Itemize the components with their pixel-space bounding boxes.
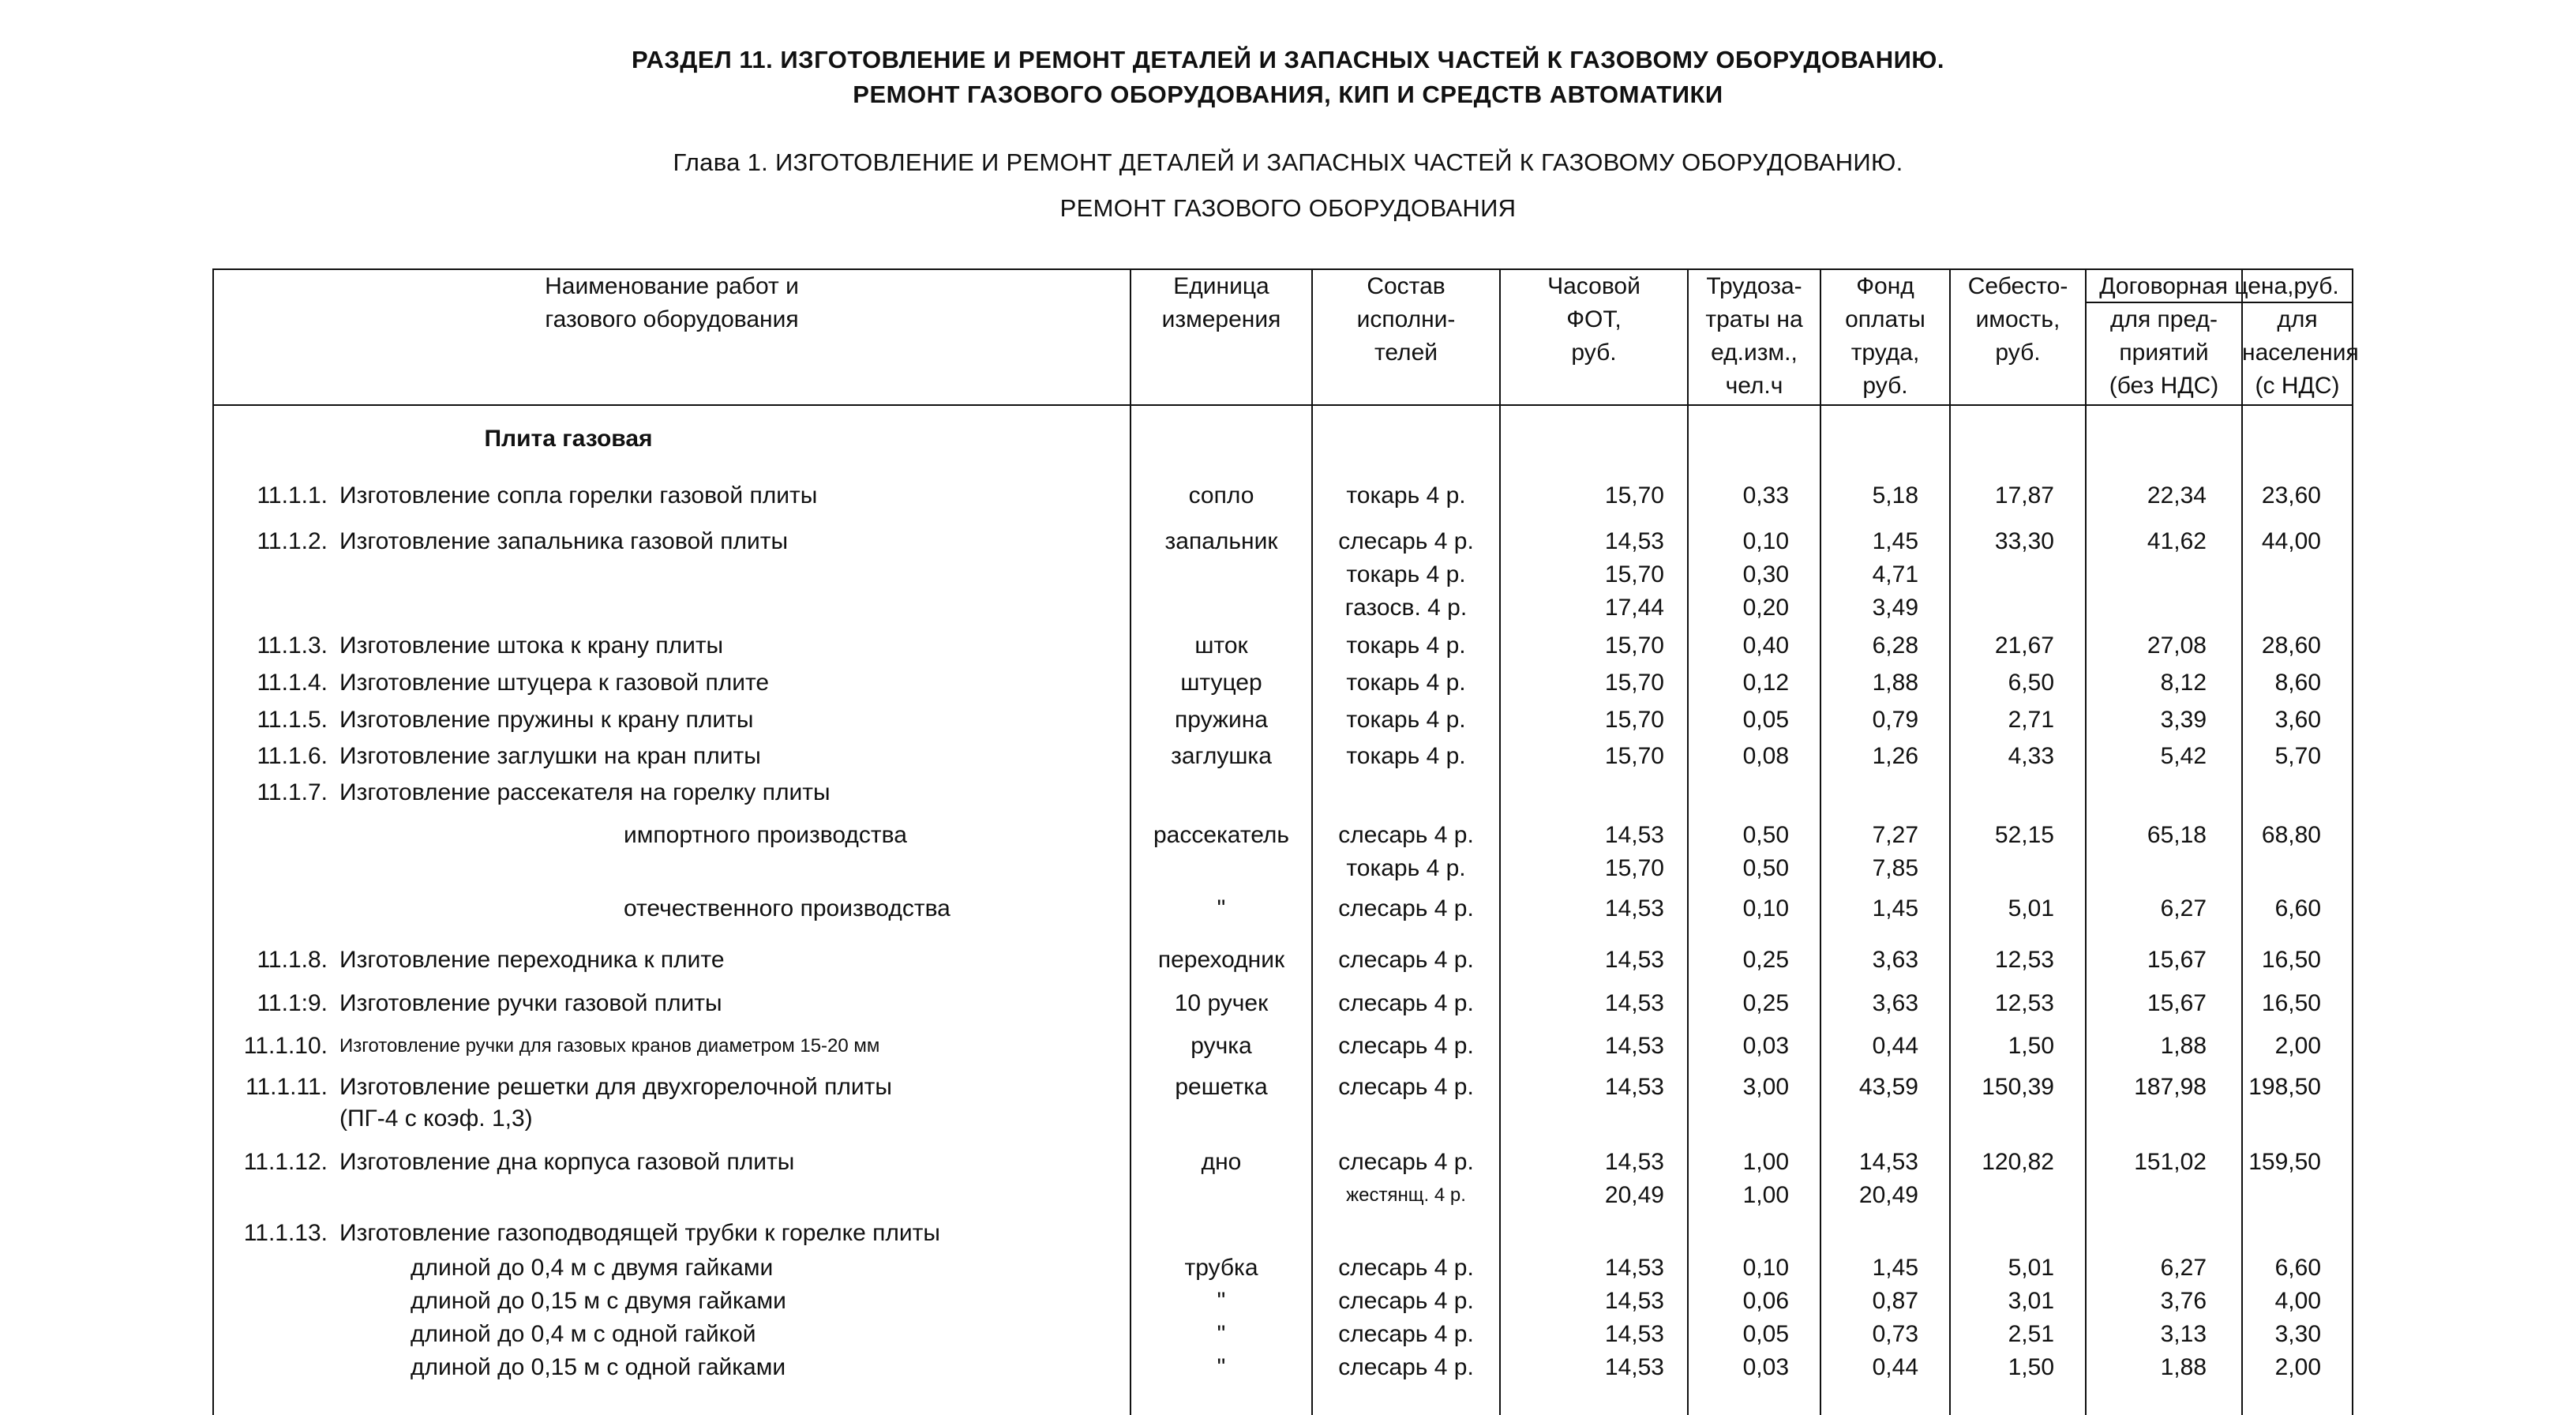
worker-staff: слесарь 4 р.	[1338, 1149, 1474, 1175]
header-cost: Себесто- имость, руб.	[1967, 273, 2068, 366]
worker-hourly-rate: 14,53	[1604, 822, 1664, 848]
row-code: 11.1.4.	[257, 670, 328, 696]
row-cost: 1,50	[2008, 1033, 2054, 1059]
row-price-population: 16,50	[2261, 947, 2321, 973]
worker-labor: 0,10	[1742, 1255, 1789, 1281]
row-name: Изготовление газоподводящей трубки к горелке плиты	[339, 1220, 940, 1246]
worker-hourly-rate: 15,70	[1604, 670, 1664, 696]
row-unit: рассекатель	[1153, 822, 1290, 848]
worker-fund: 3,63	[1872, 990, 1918, 1016]
row-price-population: 4,00	[2274, 1288, 2321, 1314]
row-name: Изготовление сопла горелки газовой плиты	[339, 482, 818, 509]
row-unit: штуцер	[1180, 670, 1262, 696]
row-price-population: 5,70	[2274, 743, 2321, 769]
worker-labor: 0,10	[1742, 895, 1789, 921]
row-unit: сопло	[1188, 482, 1254, 509]
worker-labor: 0,06	[1742, 1288, 1789, 1314]
row-price-enterprise: 3,39	[2160, 707, 2207, 733]
row-price-enterprise: 5,42	[2160, 743, 2207, 769]
row-name: Изготовление решетки для двухгорелочной плиты	[339, 1074, 892, 1100]
worker-fund: 1,45	[1872, 528, 1918, 554]
worker-hourly-rate: 17,44	[1604, 595, 1664, 621]
row-cost: 21,67	[1994, 632, 2054, 659]
worker-staff: токарь 4 р.	[1346, 855, 1466, 881]
row-unit: дно	[1201, 1149, 1242, 1175]
worker-staff: слесарь 4 р.	[1338, 1255, 1474, 1281]
row-unit: заглушка	[1171, 743, 1272, 769]
row-name: Изготовление штуцера к газовой плите	[339, 670, 770, 696]
row-code: 11.1.5.	[257, 707, 328, 733]
price-table	[213, 268, 2359, 1415]
row-price-population: 23,60	[2261, 482, 2321, 509]
worker-hourly-rate: 14,53	[1604, 1354, 1664, 1380]
row-price-enterprise: 1,88	[2160, 1354, 2207, 1380]
row-name: Изготовление переходника к плите	[339, 947, 725, 973]
worker-staff: слесарь 4 р.	[1338, 1033, 1474, 1059]
worker-hourly-rate: 14,53	[1604, 1074, 1664, 1100]
row-price-enterprise: 1,88	[2160, 1033, 2207, 1059]
row-code: 11.1:9.	[257, 990, 328, 1016]
worker-hourly-rate: 15,70	[1604, 707, 1664, 733]
row-name: импортного производства	[624, 822, 907, 848]
header-bottom-rule	[213, 404, 2353, 406]
row-price-population: 3,30	[2274, 1321, 2321, 1347]
worker-fund: 6,28	[1872, 632, 1918, 659]
row-price-population: 6,60	[2274, 895, 2321, 921]
worker-hourly-rate: 14,53	[1604, 990, 1664, 1016]
row-cost: 5,01	[2008, 1255, 2054, 1281]
row-code: 11.1.12.	[243, 1149, 328, 1175]
group-title: Плита газовая	[484, 426, 653, 452]
row-name: Изготовление ручки для газовых кранов диаметром 15-20 мм	[339, 1035, 880, 1057]
row-price-enterprise: 3,76	[2160, 1288, 2207, 1314]
header-staff: Состав исполни- телей	[1356, 273, 1456, 366]
worker-fund: 0,44	[1872, 1354, 1918, 1380]
worker-hourly-rate: 14,53	[1604, 1149, 1664, 1175]
worker-fund: 5,18	[1872, 482, 1918, 509]
worker-labor: 0,03	[1742, 1033, 1789, 1059]
section-title-line2: РЕМОНТ ГАЗОВОГО ОБОРУДОВАНИЯ, КИП И СРЕДСТВ АВТОМАТИКИ	[853, 81, 1723, 108]
header-name: Наименование работ и газового оборудования	[545, 273, 799, 332]
row-price-enterprise: 15,67	[2147, 990, 2207, 1016]
worker-labor: 3,00	[1742, 1074, 1789, 1100]
worker-fund: 1,26	[1872, 743, 1918, 769]
header-labor: Трудоза- траты на ед.изм., чел.ч	[1705, 273, 1803, 399]
worker-labor: 0,12	[1742, 670, 1789, 696]
row-cost: 5,01	[2008, 895, 2054, 921]
worker-hourly-rate: 15,70	[1604, 855, 1664, 881]
worker-hourly-rate: 14,53	[1604, 1288, 1664, 1314]
worker-labor: 0,03	[1742, 1354, 1789, 1380]
row-price-population: 28,60	[2261, 632, 2321, 659]
worker-fund: 14,53	[1858, 1149, 1918, 1175]
row-price-population: 16,50	[2261, 990, 2321, 1016]
row-price-population: 8,60	[2274, 670, 2321, 696]
row-cost: 52,15	[1994, 822, 2054, 848]
row-unit: запальник	[1164, 528, 1278, 554]
row-cost: 120,82	[1982, 1149, 2054, 1175]
worker-labor: 0,25	[1742, 947, 1789, 973]
row-code: 11.1.10.	[243, 1033, 328, 1059]
row-price-population: 3,60	[2274, 707, 2321, 733]
worker-staff: токарь 4 р.	[1346, 482, 1466, 509]
worker-labor: 0,40	[1742, 632, 1789, 659]
worker-hourly-rate: 14,53	[1604, 1321, 1664, 1347]
worker-labor: 0,30	[1742, 561, 1789, 587]
row-price-enterprise: 22,34	[2147, 482, 2207, 509]
row-cost: 1,50	[2008, 1354, 2054, 1380]
worker-hourly-rate: 15,70	[1604, 743, 1664, 769]
row-unit: переходник	[1157, 947, 1285, 973]
worker-staff: слесарь 4 р.	[1338, 822, 1474, 848]
row-price-enterprise: 27,08	[2147, 632, 2207, 659]
row-price-enterprise: 15,67	[2147, 947, 2207, 973]
worker-fund: 3,63	[1872, 947, 1918, 973]
worker-fund: 0,79	[1872, 707, 1918, 733]
row-unit: "	[1217, 1354, 1226, 1380]
row-code: 11.1.13.	[243, 1220, 328, 1246]
row-price-population: 159,50	[2248, 1149, 2321, 1175]
worker-fund: 1,88	[1872, 670, 1918, 696]
row-unit: пружина	[1174, 707, 1268, 733]
row-code: 11.1.3.	[257, 632, 328, 659]
worker-labor: 0,08	[1742, 743, 1789, 769]
worker-fund: 4,71	[1872, 561, 1918, 587]
worker-staff: токарь 4 р.	[1346, 707, 1466, 733]
worker-hourly-rate: 15,70	[1604, 632, 1664, 659]
header-fund: Фонд оплаты труда, руб.	[1845, 273, 1925, 399]
row-code: 11.1.8.	[257, 947, 328, 973]
worker-staff: слесарь 4 р.	[1338, 1288, 1474, 1314]
worker-hourly-rate: 14,53	[1604, 947, 1664, 973]
row-cost: 2,71	[2008, 707, 2054, 733]
worker-labor: 0,50	[1742, 822, 1789, 848]
header-unit: Единица измерения	[1161, 273, 1281, 332]
row-unit: решетка	[1175, 1074, 1268, 1100]
worker-staff: токарь 4 р.	[1346, 561, 1466, 587]
worker-fund: 7,27	[1872, 822, 1918, 848]
worker-hourly-rate: 14,53	[1604, 1033, 1664, 1059]
row-code: 11.1.2.	[257, 528, 328, 554]
row-price-enterprise: 8,12	[2160, 670, 2207, 696]
row-name: длиной до 0,4 м с двумя гайками	[411, 1255, 774, 1281]
row-cost: 12,53	[1994, 947, 2054, 973]
column-rule	[2352, 268, 2353, 1415]
worker-hourly-rate: 15,70	[1604, 561, 1664, 587]
row-price-population: 6,60	[2274, 1255, 2321, 1281]
row-name: Изготовление пружины к крану плиты	[339, 707, 754, 733]
worker-hourly-rate: 14,53	[1604, 1255, 1664, 1281]
worker-fund: 7,85	[1872, 855, 1918, 881]
header-price-enterprise: для пред- приятий (без НДС)	[2109, 306, 2219, 399]
row-code: 11.1.11.	[246, 1074, 328, 1100]
row-price-enterprise: 6,27	[2160, 1255, 2207, 1281]
row-price-enterprise: 6,27	[2160, 895, 2207, 921]
row-price-population: 2,00	[2274, 1033, 2321, 1059]
row-price-enterprise: 65,18	[2147, 822, 2207, 848]
row-unit: ручка	[1191, 1033, 1252, 1059]
row-price-enterprise: 151,02	[2134, 1149, 2207, 1175]
header-price-population: для населения (с НДС)	[2242, 306, 2359, 399]
worker-labor: 0,20	[1742, 595, 1789, 621]
worker-staff: слесарь 4 р.	[1338, 990, 1474, 1016]
worker-staff: слесарь 4 р.	[1338, 1321, 1474, 1347]
row-unit: "	[1217, 1321, 1226, 1347]
worker-hourly-rate: 14,53	[1604, 895, 1664, 921]
chapter-title-line2: РЕМОНТ ГАЗОВОГО ОБОРУДОВАНИЯ	[1059, 194, 1517, 222]
row-cost: 4,33	[2008, 743, 2054, 769]
worker-fund: 43,59	[1858, 1074, 1918, 1100]
worker-labor: 0,10	[1742, 528, 1789, 554]
worker-staff: токарь 4 р.	[1346, 632, 1466, 659]
header-hourly: Часовой ФОТ, руб.	[1547, 273, 1640, 366]
section-title-line1: РАЗДЕЛ 11. ИЗГОТОВЛЕНИЕ И РЕМОНТ ДЕТАЛЕЙ И ЗАПАСНЫХ ЧАСТЕЙ К ГАЗОВОМУ ОБОРУДОВАНИЮ.	[632, 46, 1944, 73]
worker-staff: жестянщ. 4 р.	[1346, 1184, 1466, 1206]
worker-labor: 0,05	[1742, 1321, 1789, 1347]
worker-fund: 0,87	[1872, 1288, 1918, 1314]
row-price-population: 198,50	[2248, 1074, 2321, 1100]
row-price-enterprise: 187,98	[2134, 1074, 2207, 1100]
row-unit: "	[1217, 895, 1226, 921]
row-name: отечественного производства	[624, 895, 951, 921]
worker-staff: слесарь 4 р.	[1338, 1354, 1474, 1380]
row-code: 11.1.1.	[257, 482, 328, 509]
row-price-enterprise: 41,62	[2147, 528, 2207, 554]
worker-labor: 0,05	[1742, 707, 1789, 733]
worker-fund: 20,49	[1858, 1182, 1918, 1208]
worker-staff: слесарь 4 р.	[1338, 528, 1474, 554]
row-code: 11.1.7.	[257, 779, 328, 805]
row-cost: 6,50	[2008, 670, 2054, 696]
row-name: Изготовление запальника газовой плиты	[339, 528, 789, 554]
row-cost: 2,51	[2008, 1321, 2054, 1347]
row-price-population: 44,00	[2261, 528, 2321, 554]
row-name: длиной до 0,4 м с одной гайкой	[411, 1321, 756, 1347]
worker-labor: 1,00	[1742, 1149, 1789, 1175]
row-name-continuation: (ПГ-4 с коэф. 1,3)	[339, 1105, 533, 1132]
row-unit: 10 ручек	[1174, 990, 1269, 1016]
row-unit: трубка	[1184, 1255, 1258, 1281]
row-price-population: 2,00	[2274, 1354, 2321, 1380]
worker-labor: 0,25	[1742, 990, 1789, 1016]
header-price-group: Договорная цена,руб.	[2099, 273, 2339, 299]
row-name: Изготовление заглушки на кран плиты	[339, 743, 761, 769]
row-name: длиной до 0,15 м с двумя гайками	[411, 1288, 786, 1314]
row-name: Изготовление ручки газовой плиты	[339, 990, 722, 1016]
worker-fund: 0,44	[1872, 1033, 1918, 1059]
worker-staff: слесарь 4 р.	[1338, 1074, 1474, 1100]
worker-labor: 0,50	[1742, 855, 1789, 881]
row-price-enterprise: 3,13	[2160, 1321, 2207, 1347]
worker-hourly-rate: 14,53	[1604, 528, 1664, 554]
row-code: 11.1.6.	[257, 743, 328, 769]
worker-hourly-rate: 15,70	[1604, 482, 1664, 509]
worker-hourly-rate: 20,49	[1604, 1182, 1664, 1208]
row-cost: 33,30	[1994, 528, 2054, 554]
worker-labor: 1,00	[1742, 1182, 1789, 1208]
row-cost: 3,01	[2008, 1288, 2054, 1314]
row-cost: 17,87	[1994, 482, 2054, 509]
row-unit: шток	[1194, 632, 1248, 659]
row-name: Изготовление рассекателя на горелку плиты	[339, 779, 831, 805]
row-name: Изготовление штока к крану плиты	[339, 632, 724, 659]
row-unit: "	[1217, 1288, 1226, 1314]
worker-staff: слесарь 4 р.	[1338, 895, 1474, 921]
worker-fund: 0,73	[1872, 1321, 1918, 1347]
worker-staff: слесарь 4 р.	[1338, 947, 1474, 973]
worker-staff: токарь 4 р.	[1346, 670, 1466, 696]
worker-fund: 1,45	[1872, 1255, 1918, 1281]
worker-labor: 0,33	[1742, 482, 1789, 509]
chapter-title-line1: Глава 1. ИЗГОТОВЛЕНИЕ И РЕМОНТ ДЕТАЛЕЙ И ЗАПАСНЫХ ЧАСТЕЙ К ГАЗОВОМУ ОБОРУДОВАНИЮ.	[673, 148, 1903, 176]
worker-staff: газосв. 4 р.	[1344, 595, 1468, 621]
worker-fund: 1,45	[1872, 895, 1918, 921]
row-cost: 12,53	[1994, 990, 2054, 1016]
worker-fund: 3,49	[1872, 595, 1918, 621]
row-cost: 150,39	[1982, 1074, 2054, 1100]
row-name: Изготовление дна корпуса газовой плиты	[339, 1149, 795, 1175]
row-price-population: 68,80	[2261, 822, 2321, 848]
row-name: длиной до 0,15 м с одной гайками	[411, 1354, 786, 1380]
worker-staff: токарь 4 р.	[1346, 743, 1466, 769]
